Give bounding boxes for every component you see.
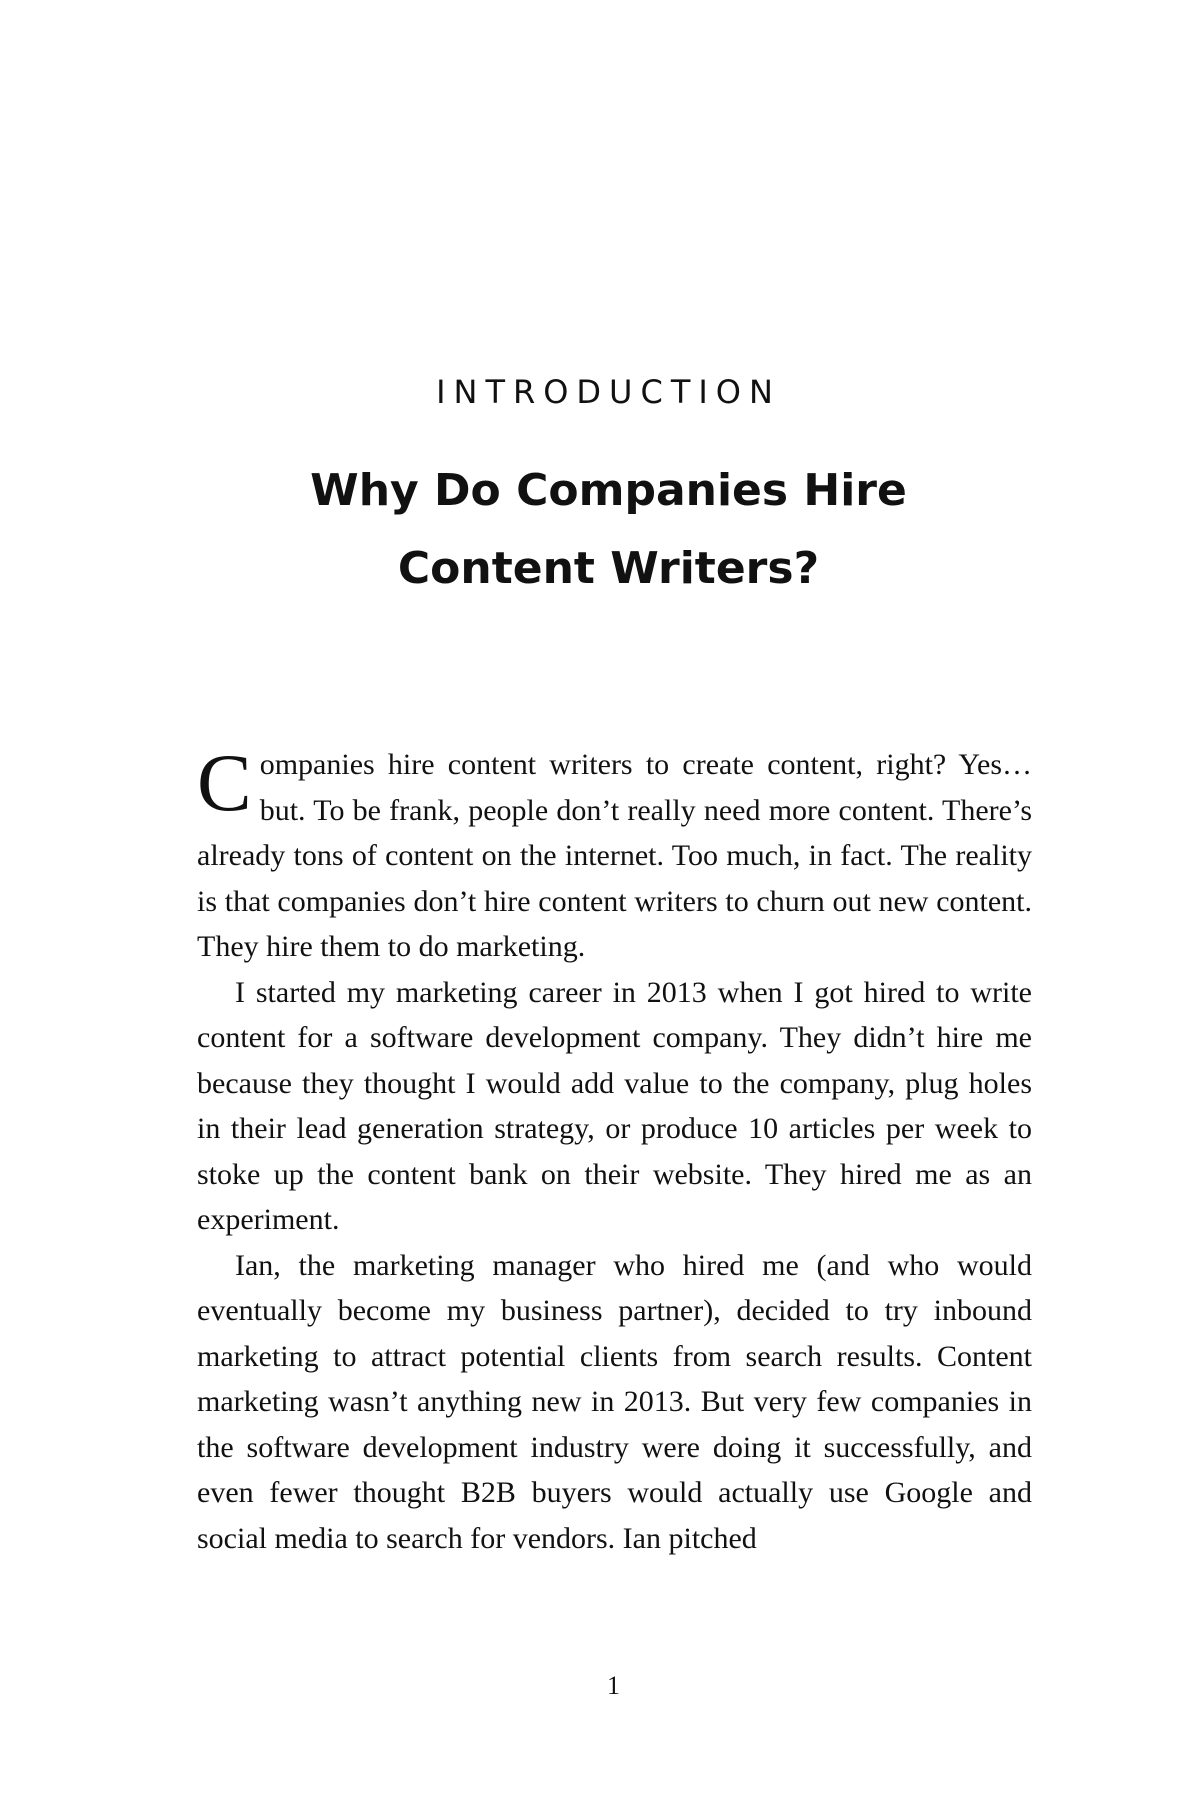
chapter-label: INTRODUCTION	[436, 373, 781, 411]
page-number: 1	[607, 1671, 620, 1700]
drop-cap: C	[197, 737, 252, 828]
body-text	[197, 737, 1032, 1561]
paragraph-1-text: ompanies hire content writers to create content, right? Yes… but. To be frank, people don’t really need more content. There’s already tons of content on the internet. Too much, in fact. The reality is that companies don’t hire content writers to churn out new content. They hire them to do marketing.	[197, 748, 1032, 963]
paragraph-3: Ian, the marketing manager who hired me (and who would eventually become my business partner), decided to try inbound marketing to attract potential clients from search results. Content marketing wasn’t anything new in 2013. But very few companies in the software development industry were doing it successfully, and even fewer thought B2B buyers would actually use Google and social media to search for vendors. Ian pitched	[197, 1248, 1032, 1555]
chapter-title-line-2: Content Writers?	[397, 543, 820, 594]
paragraph-1	[197, 737, 1032, 970]
chapter-title	[0, 452, 1197, 608]
chapter-title-line-1: Why Do Companies Hire	[310, 465, 907, 516]
paragraph-2: I started my marketing career in 2013 when I got hired to write content for a software development company. They didn’t hire me because they thought I would add value to the company, plug holes in their lead generation strategy, or produce 10 articles per week to stoke up the content bank on their website. They hired me as an experiment.	[197, 975, 1032, 1236]
